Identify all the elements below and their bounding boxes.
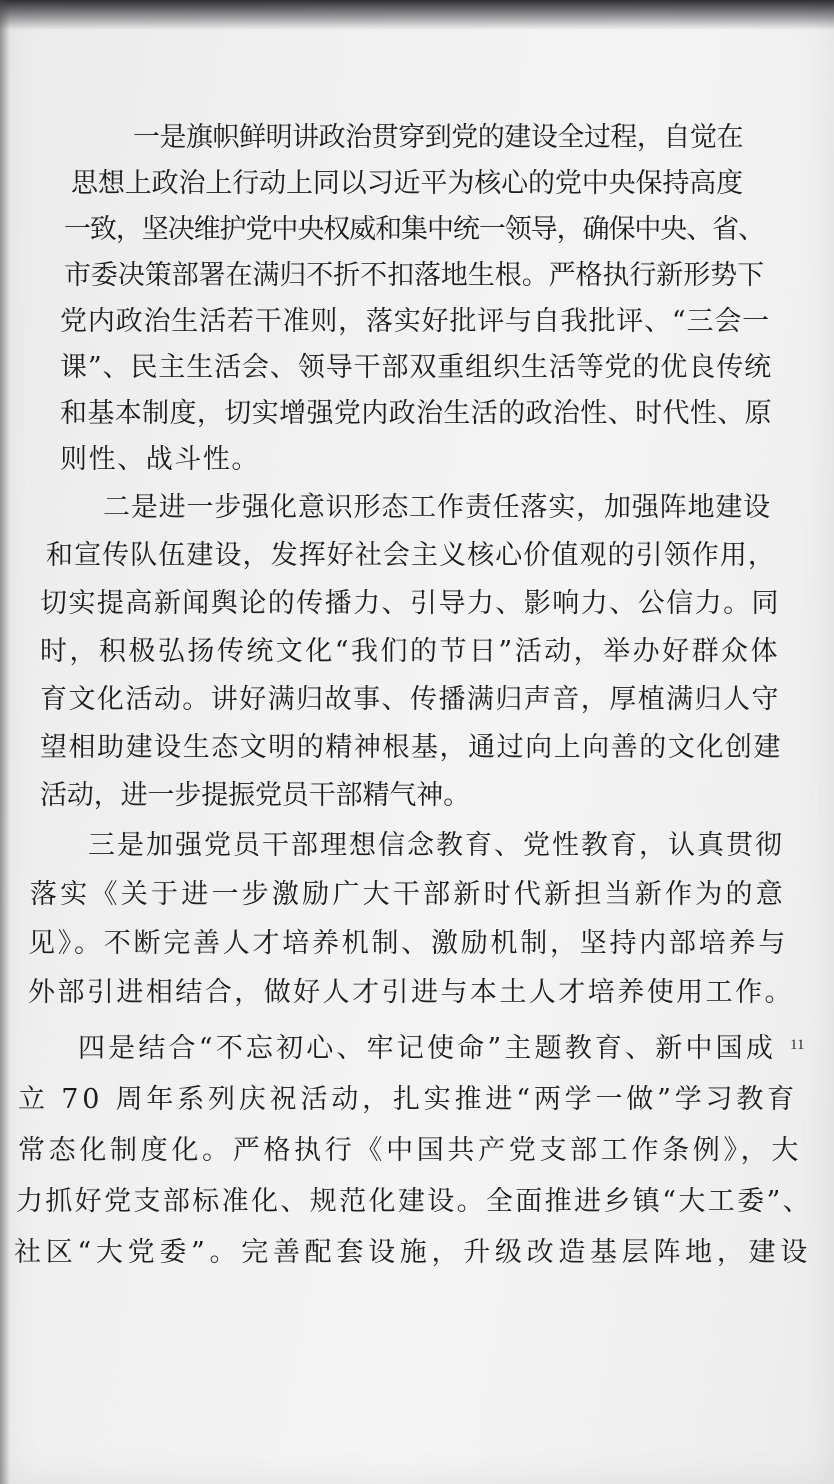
text-line: 时，积极弘扬传统文化“我们的节日”活动，举办好群众体 [40, 636, 780, 667]
text-line: 和基本制度，切实增强党内政治生活的政治性、时代性、原 [60, 398, 772, 429]
text-line: 党内政治生活若干准则，落实好批评与自我批评、“三会一 [60, 306, 770, 337]
text-line: 一是旗帜鲜明讲政治贯穿到党的建设全过程，自觉在 [133, 122, 743, 153]
text-line: 思想上政治上行动上同以习近平为核心的党中央保持高度 [71, 168, 743, 199]
text-line: 力抓好党支部标准化、规范化建设。全面推进乡镇“大工委”、 [16, 1186, 812, 1217]
text-line: 和宣传队伍建设，发挥好社会主义核心价值观的引领作用， [46, 540, 776, 571]
text-line: 切实提高新闻舆论的传播力、引导力、影响力、公信力。同 [40, 588, 780, 619]
text-line: 落实《关于进一步激励广大干部新时代新担当新作为的意 [30, 879, 786, 910]
text-line: 社区“大党委”。完善配套设施，升级改造基层阵地，建设 [14, 1237, 812, 1268]
text-line: 立 70 周年系列庆祝活动，扎实推进“两学一做”学习教育 [18, 1084, 798, 1115]
text-line: 见》。不断完善人才培养机制、激励机制，坚持内部培养与 [28, 928, 788, 959]
text-line: 二是进一步强化意识形态工作责任落实，加强阵地建设 [103, 492, 771, 523]
text-line: 四是结合“不忘初心、牢记使命”主题教育、新中国成 [78, 1033, 776, 1064]
text-line: 育文化活动。讲好满归故事、传播满归声音，厚植满归人守 [40, 684, 780, 715]
top-shadow [0, 0, 834, 30]
text-line: 外部引进相结合，做好人才引进与本土人才培养使用工作。 [28, 977, 794, 1008]
text-line: 则性、战斗性。 [60, 444, 260, 475]
text-line: 三是加强党员干部理想信念教育、党性教育，认真贯彻 [88, 830, 784, 861]
text-line: 课”、民主生活会、领导干部双重组织生活等党的优良传统 [60, 352, 772, 383]
page-number: 11 [790, 1037, 805, 1053]
text-line: 活动，进一步提振党员干部精气神。 [40, 780, 470, 811]
left-shadow [0, 0, 10, 1484]
text-line: 望相助建设生态文明的精神根基，通过向上向善的文化创建 [40, 732, 782, 763]
text-line: 常态化制度化。严格执行《中国共产党支部工作条例》，大 [18, 1135, 802, 1166]
text-line: 一致，坚决维护党中央权威和集中统一领导，确保中央、省、 [64, 214, 764, 245]
text-line: 市委决策部署在满归不折不扣落地生根。严格执行新形势下 [64, 260, 764, 291]
